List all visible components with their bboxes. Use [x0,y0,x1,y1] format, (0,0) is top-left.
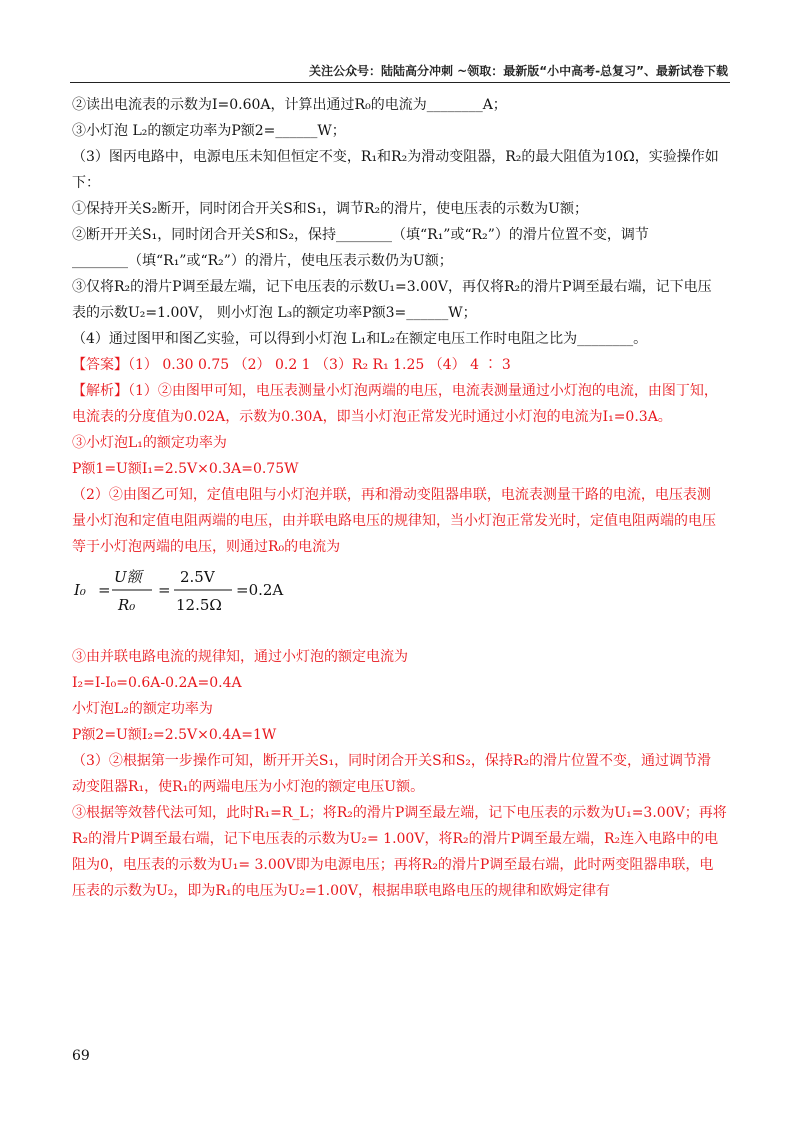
question-line: ________（填“R₁”或“R₂”）的滑片，使电压表示数仍为U额； [72,253,453,269]
formula-frac1-numerator: U额 [114,568,142,586]
analysis-line: 【解析】（1）②由图甲可知，电压表测量小灯泡两端的电压，电流表测量通过小灯泡的电流，由图丁知， [72,383,718,399]
analysis-line: I₂=I-I₀=0.6A-0.2A=0.4A [72,675,242,691]
page-header: 关注公众号：陆陆高分冲刺 ~领取：最新版“小中高考-总复习”、最新试卷下载 [309,64,728,78]
analysis-line: ③小灯泡L₁的额定功率为 [72,435,227,451]
formula-graphic [72,560,372,618]
question-line: 下： [72,175,100,191]
page-number: 69 [72,1048,90,1064]
analysis-line: 等于小灯泡两端的电压，则通过R₀的电流为 [72,539,341,555]
question-line: ①保持开关S₂断开，同时闭合开关S和S₁，调节R₂的滑片，使电压表的示数为U额； [72,201,588,217]
question-line: ③仅将R₂的滑片P调至最左端，记下电压表的示数U₁=3.00V，再仅将R₂的滑片P调至最右端，记下电压 [72,279,712,295]
analysis-line: 压表的示数为U₂，即为R₁的电压为U₂=1.00V，根据串联电路电压的规律和欧姆定律有 [72,883,610,899]
answer-line: 【答案】（1） 0.30 0.75 （2） 0.2 1 （3）R₂ R₁ 1.25 （4） 4 ∶ 3 [72,357,511,373]
analysis-line: 小灯泡L₂的额定功率为 [72,701,213,717]
question-line: ②读出电流表的示数为I=0.60A，计算出通过R₀的电流为________A； [72,97,507,113]
formula-frac1-denominator: R₀ [118,596,136,614]
question-line: （3）图丙电路中，电源电压未知但恒定不变，R₁和R₂为滑动变阻器，R₂的最大阻值为10Ω，实验操作如 [72,149,719,165]
header-divider [70,82,730,83]
analysis-line: 阻为0，电压表的示数为U₁= 3.00V即为电源电压；再将R₂的滑片P调至最右端，此时两变阻器串联，电 [72,857,714,873]
analysis-line: 电流表的分度值为0.02A，示数为0.30A，即当小灯泡正常发光时通过小灯泡的电流为I₁=0.3A。 [72,409,672,425]
formula-frac2-numerator: 2.5V [180,568,215,586]
formula-equals: = [158,581,171,599]
current-formula [72,560,732,618]
document-body [72,92,732,904]
spacer [72,618,732,644]
formula-frac2-denominator: 12.5Ω [176,596,222,614]
question-line: 表的示数U₂=1.00V， 则小灯泡 L₃的额定功率P额3=______W； [72,305,477,321]
analysis-line: P额2=U额I₂=2.5V×0.4A=1W [72,727,277,743]
question-line: ②断开开关S₁，同时闭合开关S和S₂，保持________（填“R₁”或“R₂”）的滑片位置不变，调节 [72,227,649,243]
analysis-line: （3）②根据第一步操作可知，断开开关S₁，同时闭合开关S和S₂，保持R₂的滑片位置不变，通过调节滑 [72,753,712,769]
analysis-line: R₂的滑片P调至最右端，记下电压表的示数为U₂= 1.00V，将R₂的滑片P调至最左端，R₂连入电路中的电 [72,831,719,847]
analysis-line: 量小灯泡和定值电阻两端的电压，由并联电路电压的规律知，当小灯泡正常发光时，定值电阻两端的电压 [72,513,716,529]
question-line: （4）通过图甲和图乙实验，可以得到小灯泡 L₁和L₂在额定电压工作时电阻之比为________。 [72,331,648,347]
question-line: ③小灯泡 L₂的额定功率为P额2=______W； [72,123,346,139]
analysis-line: 动变阻器R₁，使R₁的两端电压为小灯泡的额定电压U额。 [72,779,425,795]
formula-lhs: I₀ [74,581,86,599]
analysis-line: （2）②由图乙可知，定值电阻与小灯泡并联，再和滑动变阻器串联，电流表测量干路的电流，电压表测 [72,487,711,503]
formula-equals: = [98,581,111,599]
analysis-line: P额1=U额I₁=2.5V×0.3A=0.75W [72,461,299,477]
analysis-line: ③根据等效替代法可知，此时R₁=R_L；将R₂的滑片P调至最左端，记下电压表的示数为U₁=3.00V；再将 [72,805,727,821]
analysis-line: ③由并联电路电流的规律知，通过小灯泡的额定电流为 [72,649,408,665]
formula-result: =0.2A [236,581,284,599]
